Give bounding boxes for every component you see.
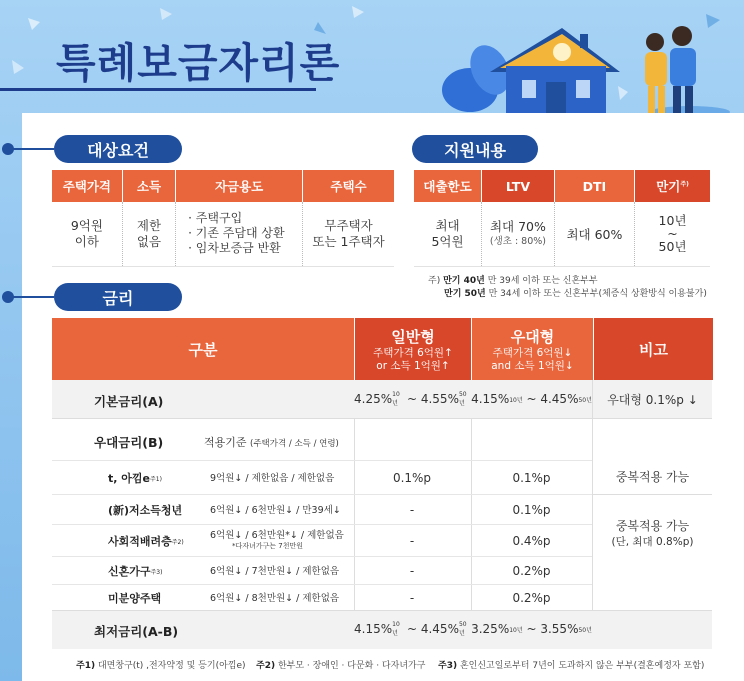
footnote-key: 주3) [438, 661, 458, 671]
rate-value: 4.15% [471, 392, 510, 406]
term-mark: 10년 [392, 391, 400, 407]
row-label-text: 사회적배려층 [108, 535, 172, 548]
cell-line: 없음 [136, 233, 162, 249]
row-general-value: 0.1%p [392, 471, 432, 485]
row-label-text: 미분양주택 [108, 592, 162, 605]
header-text: 우대형 [510, 327, 555, 346]
row-label-text: (新)저소득청년 [108, 504, 183, 517]
table-row [52, 524, 592, 557]
rate-value: 4.45% [540, 392, 579, 406]
target-table [52, 170, 394, 267]
remark-dup-limit [593, 518, 712, 550]
cell-line: ~ [667, 226, 678, 242]
lowest-general-cell [354, 610, 470, 648]
header-sub: 주택가격 6억원↑ [373, 346, 453, 359]
houses-cell [303, 202, 394, 266]
header-preferential [471, 318, 593, 380]
row-label [108, 495, 182, 525]
col-header: 주택가격 [52, 170, 122, 202]
footnote-key: 주2) [256, 661, 276, 671]
criteria-text: 6억원↓ / 6천만원*↓ / 제한없음 [210, 530, 344, 541]
price-cell [52, 202, 122, 266]
lowest-rate-label: 최저금리(A-B) [94, 624, 179, 639]
income-cell [122, 202, 175, 266]
header-sub: 주택가격 6억원↓ [492, 346, 573, 359]
footnote-2 [256, 658, 425, 671]
uses-cell [176, 202, 303, 266]
term-mark: 10년 [509, 626, 523, 634]
note-prefix: 주) [428, 276, 444, 286]
col-header: DTI [554, 170, 634, 202]
title-underline [0, 88, 316, 91]
row-label [108, 557, 162, 585]
row-pref-value: 0.1%p [512, 471, 551, 485]
header-text: 비고 [639, 340, 668, 359]
cell-line: 9억원 [70, 217, 103, 233]
cell-line: 최대 [435, 217, 460, 233]
row-general-value: - [409, 591, 415, 605]
table-row [52, 584, 592, 611]
row-criteria [210, 525, 344, 557]
maturity-cell [635, 202, 710, 266]
rate-value: 4.25% [354, 392, 393, 406]
cell-line: 또는 1주택자 [312, 233, 385, 249]
col-header: 자금용도 [176, 170, 303, 202]
lowest-pref-cell [471, 610, 592, 648]
row-label [108, 525, 184, 557]
footnote-text: 혼인신고일로부터 7년이 도과하지 않은 부부(결혼예정자 포함) [457, 661, 705, 671]
row-general-value: - [409, 534, 415, 548]
col-header: 주택수 [303, 170, 394, 202]
cell-line: · 주택구입 [188, 211, 243, 226]
cell-line: 무주택자 [324, 217, 373, 233]
footnote-key: 주1) [76, 661, 96, 671]
row-pref-value: 0.1%p [512, 503, 551, 517]
footnote-text: 대면창구(t) ,전자약정 및 등기(아낌e) [95, 661, 246, 671]
base-general-cell [354, 380, 470, 418]
note-text: 만 34세 이하 또는 신혼부부(체증식 상환방식 이용불가) [485, 289, 707, 299]
cell-line: · 임차보증금 반환 [188, 241, 281, 256]
row-label-text: 신혼가구 [108, 565, 151, 578]
section-title-target: 대상요건 [54, 135, 182, 163]
support-table [414, 170, 710, 267]
table-row [52, 556, 592, 585]
cell-line: 최대 70% [489, 218, 546, 234]
cell-line: · 기존 주담대 상환 [188, 226, 285, 241]
cell-line: 이하 [74, 233, 99, 249]
footnote-mark: 주3) [150, 568, 163, 576]
criteria-title-text: 적용기준 [204, 436, 247, 449]
criteria-text: 9억원↓ / 제한없음 / 제한없음 [210, 472, 335, 484]
row-criteria [210, 585, 339, 611]
table-row [52, 460, 592, 495]
cell-line: 5억원 [431, 233, 464, 249]
row-general-value: - [409, 564, 415, 578]
header-sub: or 소득 1억원↑ [376, 359, 450, 372]
cell-line: (생초 : 80%) [489, 235, 546, 247]
table-row [52, 494, 592, 525]
footnote-1 [76, 658, 246, 671]
header-remarks [593, 318, 713, 380]
col-header: 대출한도 [414, 170, 482, 202]
discount-label: 우대금리(B) [94, 435, 164, 450]
base-rate-label: 기본금리(A) [94, 394, 164, 409]
criteria-sub: (주택가격 / 소득 / 연령) [250, 439, 339, 449]
row-pref-value: 0.2%p [512, 591, 551, 605]
header-text: 일반형 [391, 327, 435, 346]
dti-cell: 최대 60% [554, 202, 634, 266]
section-title-rate: 금리 [54, 283, 182, 311]
rate-value: 3.25% [471, 622, 510, 636]
row-criteria [210, 461, 334, 495]
term-mark: 10년 [392, 621, 400, 637]
support-note-2 [444, 286, 707, 299]
cell-line: 50년 [658, 239, 687, 255]
header-general [354, 318, 471, 380]
row-general-value: - [409, 503, 415, 517]
term-mark: 50년 [578, 396, 592, 404]
row-label [108, 585, 161, 611]
rate-value: 4.45% [420, 622, 459, 636]
house-couple-illustration [430, 0, 740, 120]
note-bold: 만기 50년 [444, 289, 486, 299]
row-label-text: t, 아낌e [108, 472, 150, 485]
criteria-note: *다자녀가구는 7천만원 [232, 542, 304, 550]
tilde: ~ [522, 392, 541, 406]
header-category [52, 318, 354, 380]
term-mark: 50년 [458, 391, 467, 407]
row-label [108, 461, 162, 495]
criteria-title [204, 434, 339, 450]
tilde: ~ [522, 622, 541, 636]
header-text: 만기 [656, 179, 681, 194]
header-sub: and 소득 1억원↓ [491, 359, 574, 372]
base-remark-cell: 우대형 0.1%p ↓ [607, 392, 698, 407]
tilde: ~ [403, 622, 421, 636]
row-pref-value: 0.4%p [512, 534, 551, 548]
base-pref-cell [471, 380, 592, 418]
term-mark: 50년 [578, 626, 592, 634]
col-header-maturity [635, 170, 710, 202]
row-criteria [210, 495, 341, 525]
page-title: 특례보금자리론 [56, 39, 341, 87]
rate-value: 3.55% [540, 622, 579, 636]
criteria-text: 6억원↓ / 8천만원↓ / 제한없음 [210, 592, 340, 604]
row-pref-value: 0.2%p [512, 564, 551, 578]
section-connector [10, 148, 54, 150]
row-divider [593, 494, 712, 495]
criteria-text: 6억원↓ / 7천만원↓ / 제한없음 [210, 565, 340, 577]
footnote-mark: 주1) [149, 475, 162, 483]
section-title-support: 지원내용 [412, 135, 538, 163]
remark-text: 중복적용 가능 [615, 519, 690, 533]
tilde: ~ [403, 392, 421, 406]
rate-table [52, 318, 712, 648]
footnote-mark: 주) [680, 180, 689, 188]
footnote-text: 한부모 · 장애인 · 다문화 · 다자녀가구 [275, 661, 426, 671]
ltv-cell [482, 202, 555, 266]
col-header: LTV [482, 170, 555, 202]
col-header: 소득 [122, 170, 175, 202]
rate-value: 4.15% [354, 622, 393, 636]
term-mark: 50년 [458, 621, 467, 637]
criteria-text: 6억원↓ / 6천만원↓ / 만39세↓ [210, 504, 341, 516]
footnote-3 [438, 658, 704, 671]
row-criteria [210, 557, 339, 585]
note-bold: 만기 40년 [443, 276, 485, 286]
rate-value: 4.55% [420, 392, 459, 406]
limit-cell [414, 202, 482, 266]
cell-line: 제한 [136, 217, 162, 233]
header-text: 구분 [188, 340, 218, 359]
section-connector [10, 296, 54, 298]
note-text: 만 39세 이하 또는 신혼부부 [484, 276, 598, 286]
term-mark: 10년 [509, 396, 523, 404]
remark-sub: (단, 최대 0.8%p) [611, 536, 694, 548]
remark-dup: 중복적용 가능 [615, 469, 690, 484]
support-note-1 [428, 273, 598, 286]
footnote-mark: 주2) [171, 538, 184, 546]
cell-line: 10년 [658, 213, 687, 229]
col-divider [592, 380, 593, 610]
